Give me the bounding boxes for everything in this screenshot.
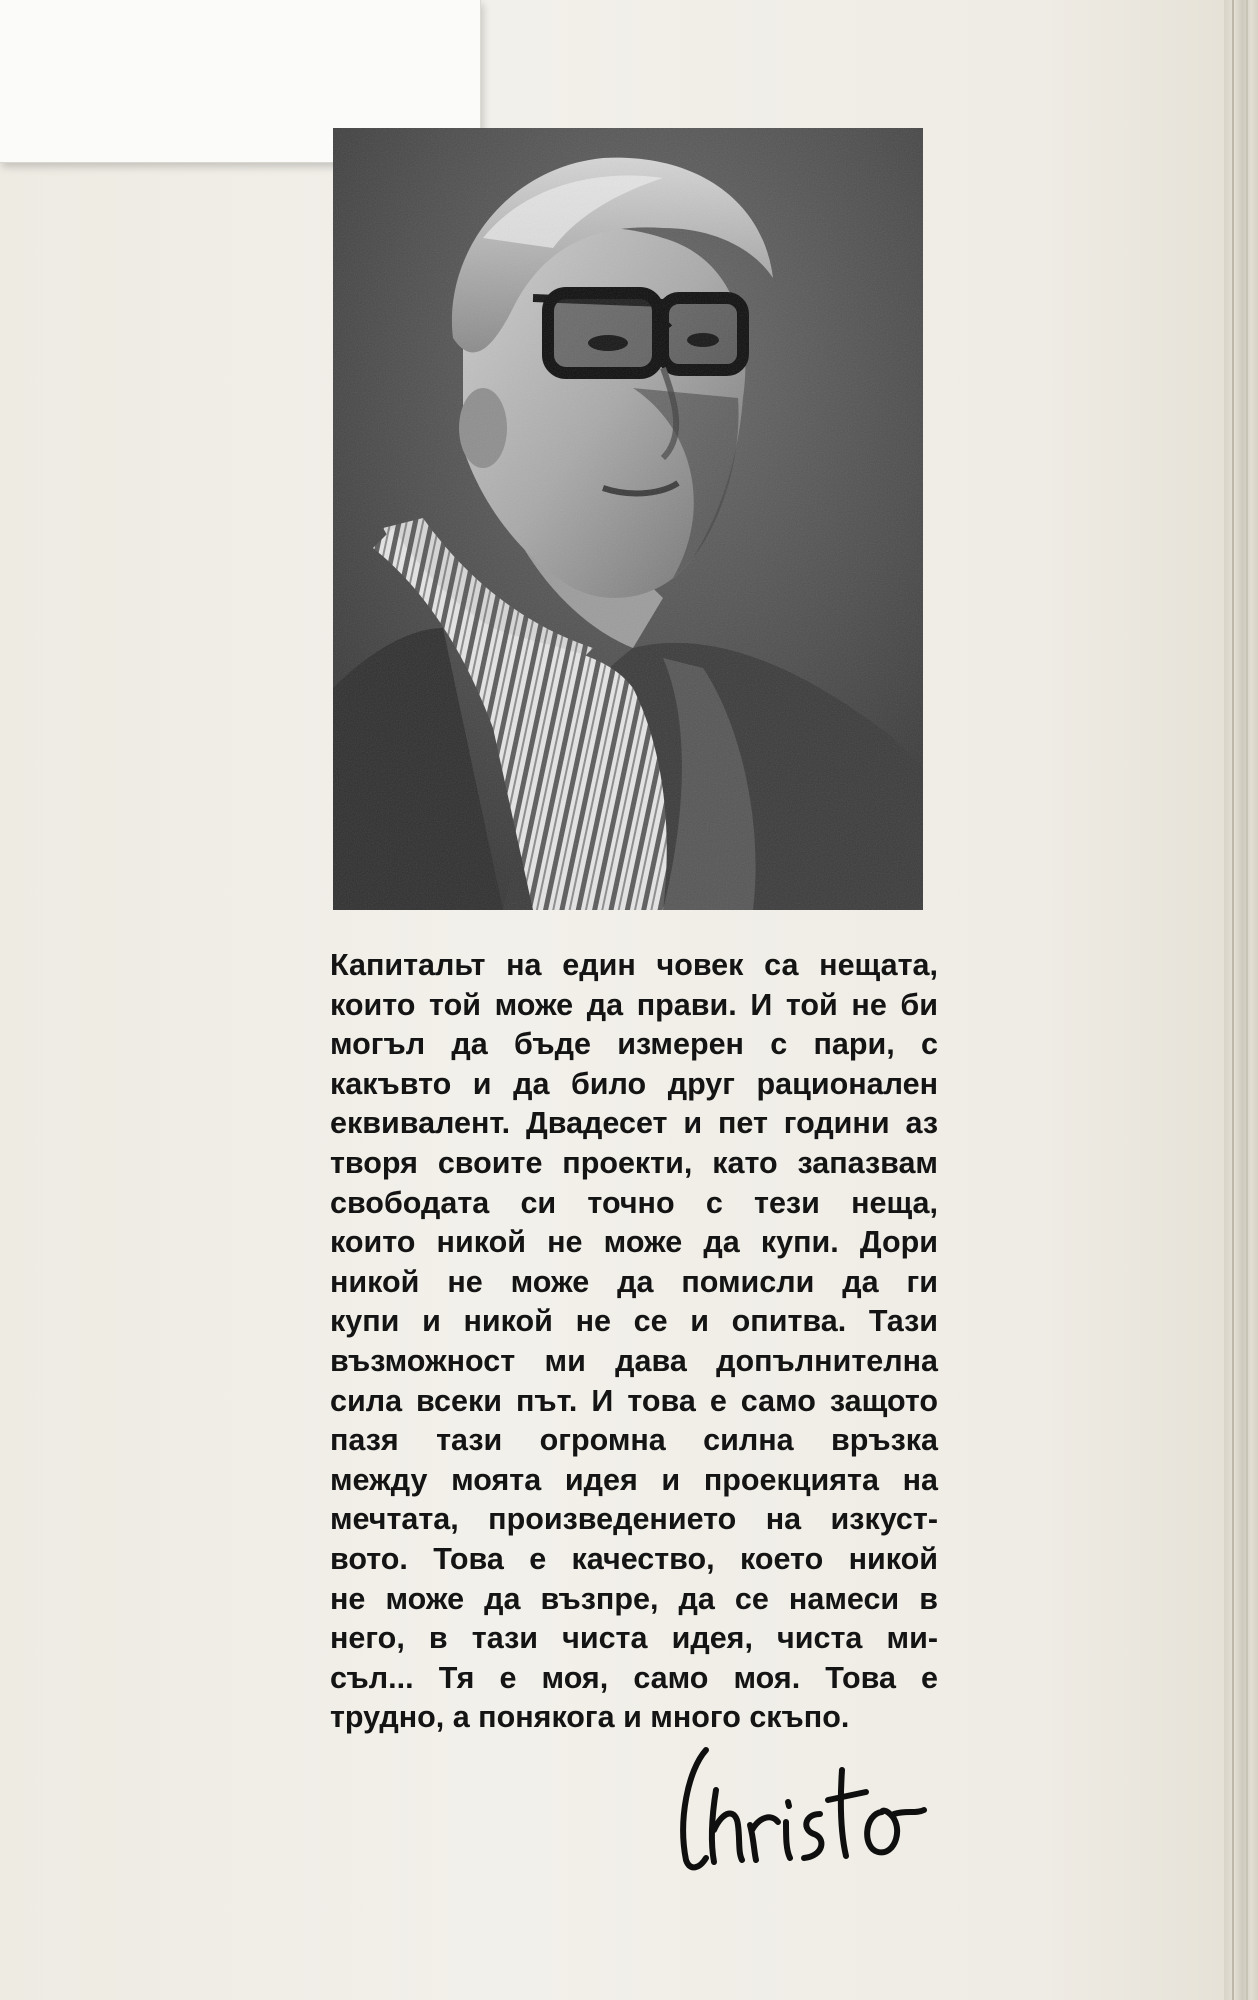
quote-line: какъвто и да било друг рационален [330,1066,938,1101]
portrait-photo [333,128,923,910]
christo-signature [668,1730,968,1880]
quote-line: мечтата, произведението на изкуст- [330,1502,938,1537]
quote-line: купи и никой не се и опитва. Тази [330,1304,938,1339]
quote-line: трудно, а понякога и много скъпо. [330,1700,850,1735]
quote-line: сила всеки път. И това е само защото [330,1383,938,1418]
quote-line: не може да възпре, да се намеси в [330,1581,938,1616]
quote-line: могъл да бъде измерен с пари, с [330,1027,938,1062]
quote-line: пазя тази огромна силна връзка [330,1423,938,1458]
quote-text [330,946,938,1738]
page-edge [1224,0,1258,2000]
quote-line: вото. Това е качество, което никой [330,1541,938,1576]
quote-line: свободата си точно с тези неща, [330,1185,938,1220]
quote-line: които никой не може да купи. Дори [330,1225,938,1260]
quote-line: него, в тази чиста идея, чиста ми- [330,1621,938,1656]
quote-line: възможност ми дава допълнителна [330,1343,938,1378]
quote-line: съл... Тя е моя, само моя. Това е [330,1660,938,1695]
quote-line: никой не може да помисли да ги [330,1264,938,1299]
quote-line: които той може да прави. И той не би [330,987,938,1022]
quote-line: еквивалент. Двадесет и пет години аз [330,1106,938,1141]
quote-line: между моята идея и проекцията на [330,1462,938,1497]
quote-line: творя своите проекти, като запазвам [330,1145,938,1180]
quote-line: Капитальт на един човек са нещата, [330,948,938,982]
